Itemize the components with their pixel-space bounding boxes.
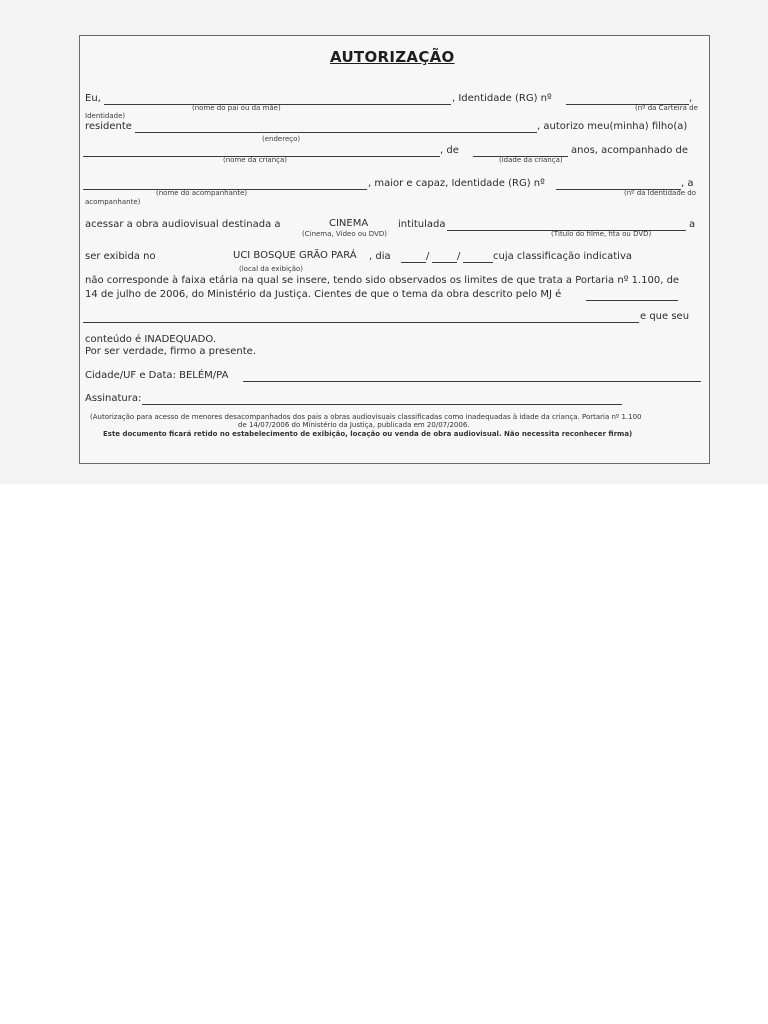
paragraph-line-4: Por ser verdade, firmo a presente. xyxy=(85,346,256,357)
form-title: AUTORIZAÇÃO xyxy=(330,48,455,66)
hint-parent-name: (nome do pai ou da mãe) xyxy=(192,104,281,112)
intitulada-label: intitulada xyxy=(398,219,446,230)
hint-rg-b: Identidade) xyxy=(85,112,126,120)
paragraph-line-3: conteúdo é INADEQUADO. xyxy=(85,334,217,345)
residente-label: residente xyxy=(85,121,132,132)
identidade-label: , Identidade (RG) nº xyxy=(452,93,552,104)
hint-address: (endereço) xyxy=(262,135,301,143)
signature-field[interactable] xyxy=(142,404,622,405)
day-field[interactable] xyxy=(401,262,426,263)
year-field[interactable] xyxy=(463,262,493,263)
hint-companion-rg: (nº da Identidade do xyxy=(624,189,697,197)
footer-line-1: (Autorização para acesso de menores desacompanhados dos pais a obras audiovisuais classificadas como inadequadas à idade da criança. Portaria nº 1.100 xyxy=(90,413,642,421)
a-text: a xyxy=(689,219,696,230)
maior-label: , maior e capaz, Identidade (RG) nº xyxy=(368,178,545,189)
e-que-seu-text: e que seu xyxy=(640,311,690,322)
mj-theme-field[interactable] xyxy=(586,300,678,301)
hint-media-type: (Cinema, Vídeo ou DVD) xyxy=(302,230,387,238)
hint-venue: (local da exibição) xyxy=(239,265,304,273)
footer-line-3: Este documento ficará retido no estabelecimento de exibição, locação ou venda de obra audiovisual. Não necessita reconhecer firma) xyxy=(103,430,633,438)
hint-rg-a: (nº da Carteira de xyxy=(635,104,698,112)
venue-value: UCI BOSQUE GRÃO PARÁ xyxy=(233,250,357,261)
city-date-field[interactable] xyxy=(243,381,701,382)
comma-text: , xyxy=(689,93,693,104)
a-label: , a xyxy=(681,178,694,189)
date-slash-1: / xyxy=(426,251,430,262)
hint-child-age: (idade da criança) xyxy=(499,156,563,164)
cidade-label: Cidade/UF e Data: BELÉM/PA xyxy=(85,370,229,381)
address-field[interactable] xyxy=(135,132,537,133)
eu-label: Eu, xyxy=(85,93,101,104)
classificacao-label: cuja classificação indicativa xyxy=(493,251,632,262)
de-label: , de xyxy=(440,145,459,156)
hint-film-title: (Título do filme, fita ou DVD) xyxy=(551,230,652,238)
authorization-form xyxy=(79,35,710,464)
mj-theme-field-continued[interactable] xyxy=(83,322,639,323)
paragraph-line-2: 14 de julho de 2006, do Ministério da Justiça. Cientes de que o tema da obra descrito pelo MJ é xyxy=(85,289,562,300)
dia-label: , dia xyxy=(369,251,391,262)
date-slash-2: / xyxy=(457,251,461,262)
autorizo-label: , autorizo meu(minha) filho(a) xyxy=(537,121,688,132)
hint-companion-b: acompanhante) xyxy=(85,198,141,206)
exibida-label: ser exibida no xyxy=(85,251,156,262)
anos-label: anos, acompanhado de xyxy=(571,145,689,156)
month-field[interactable] xyxy=(432,262,457,263)
paragraph-line-1: não corresponde à faixa etária na qual se insere, tendo sido observados os limites de que trata a Portaria nº 1.100, de xyxy=(85,275,680,286)
assinatura-label: Assinatura: xyxy=(85,393,142,404)
footer-line-2: de 14/07/2006 do Ministério da Justiça, publicada em 20/07/2006. xyxy=(238,421,470,429)
media-type-value: CINEMA xyxy=(329,218,369,229)
hint-child-name: (nome da criança) xyxy=(223,156,288,164)
hint-companion-name: (nome do acompanhante) xyxy=(156,189,248,197)
acessar-label: acessar a obra audiovisual destinada a xyxy=(85,219,281,230)
